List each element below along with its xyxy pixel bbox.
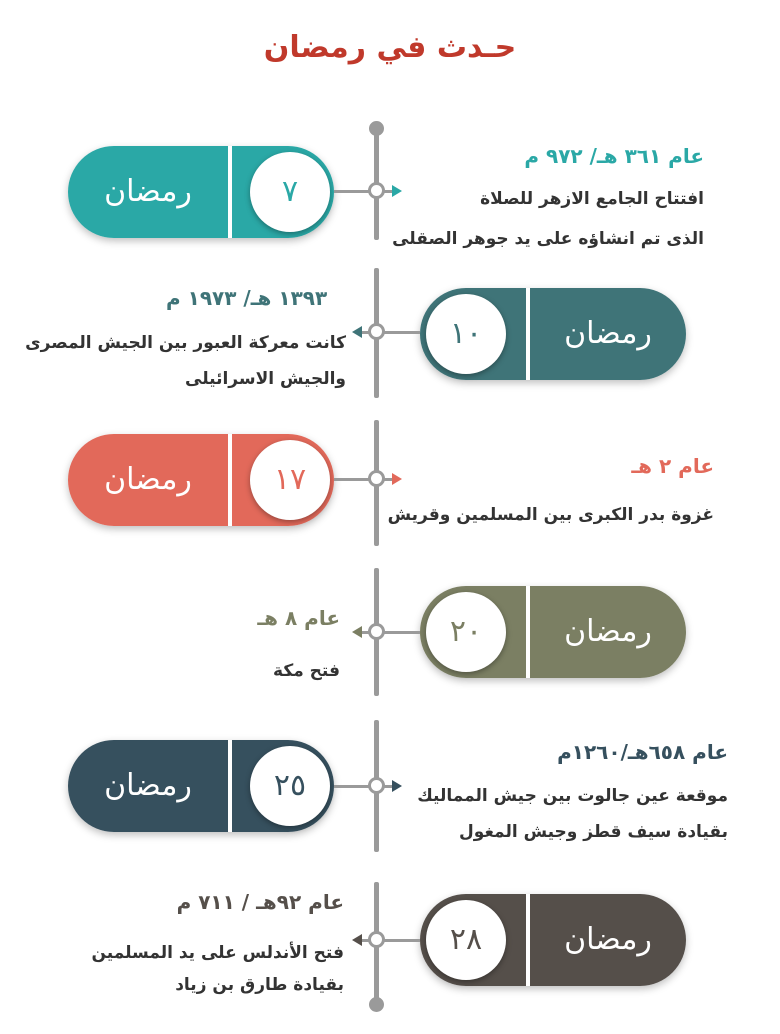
event-node	[368, 623, 385, 640]
event-connector	[334, 478, 398, 481]
axis-bottom-cap	[369, 997, 384, 1012]
event-description-line: والجيش الاسرائيلى	[185, 369, 346, 389]
event-description-line: بقيادة سيف قطز وجيش المغول	[459, 822, 728, 842]
event-node	[368, 777, 385, 794]
event-description-line: بقيادة طارق بن زياد	[175, 975, 344, 995]
event-description-line: غزوة بدر الكبرى بين المسلمين وقريش	[387, 505, 714, 525]
arrow-left-icon	[352, 934, 362, 946]
event-description-line: الذى تم انشاؤه على يد جوهر الصقلى	[392, 229, 704, 249]
event-year: عام ٨ هـ	[257, 606, 340, 630]
arrow-left-icon	[352, 626, 362, 638]
event-connector	[334, 785, 398, 788]
page-title: حـدث في رمضان	[263, 30, 517, 65]
event-connector	[334, 190, 398, 193]
event-node	[368, 182, 385, 199]
day-number: ٧	[250, 152, 330, 232]
arrow-right-icon	[392, 780, 402, 792]
month-label: رمضان	[104, 462, 192, 497]
event-node	[368, 931, 385, 948]
event-year: عام ٢ هـ	[631, 454, 714, 478]
arrow-right-icon	[392, 185, 402, 197]
month-label: رمضان	[104, 768, 192, 803]
month-label: رمضان	[564, 922, 652, 957]
day-number: ٢٨	[426, 900, 506, 980]
day-number: ١٧	[250, 440, 330, 520]
day-number: ١٠	[426, 294, 506, 374]
event-description-line: فتح مكة	[273, 661, 340, 681]
event-node	[368, 470, 385, 487]
event-node	[368, 323, 385, 340]
event-year: عام ٦٥٨هـ/١٢٦٠م	[557, 740, 728, 764]
arrow-left-icon	[352, 326, 362, 338]
day-number: ٢٥	[250, 746, 330, 826]
month-label: رمضان	[564, 316, 652, 351]
event-year: عام ٣٦١ هـ/ ٩٧٢ م	[524, 144, 704, 168]
arrow-right-icon	[392, 473, 402, 485]
event-description-line: موقعة عين جالوت بين جيش المماليك	[417, 786, 728, 806]
event-description-line: كانت معركة العبور بين الجيش المصرى	[25, 333, 346, 353]
day-number: ٢٠	[426, 592, 506, 672]
event-year: ١٣٩٣ هـ/ ١٩٧٣ م	[166, 286, 328, 310]
event-year: عام ٩٢هـ / ٧١١ م	[176, 890, 344, 914]
month-label: رمضان	[104, 174, 192, 209]
event-description-line: افتتاح الجامع الازهر للصلاة	[480, 189, 704, 209]
event-description-line: فتح الأندلس على يد المسلمين	[91, 943, 344, 963]
month-label: رمضان	[564, 614, 652, 649]
